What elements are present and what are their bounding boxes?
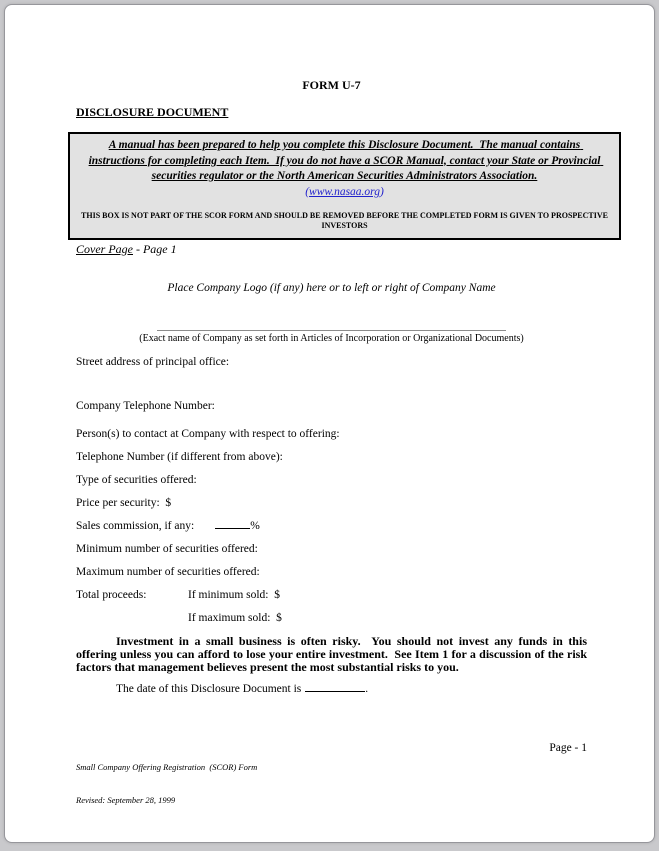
footer-revision-date: Revised: September 28, 1999 — [76, 794, 176, 805]
date-blank — [305, 691, 365, 692]
risk-warning-paragraph: Investment in a small business is often risky. You should not invest any funds in this offering unless you can afford to lose your entire investment. See Item 1 for a discussion of the risk factors that management believes present the most substantial risks to you. — [76, 633, 590, 674]
footer-left — [76, 740, 257, 828]
field-total-proceeds — [76, 589, 587, 601]
footer-form-name: Small Company Offering Registration (SCOR) Form — [76, 761, 258, 772]
company-name-line — [157, 295, 506, 331]
field-sales-commission — [76, 520, 587, 532]
manual-notice-box — [68, 132, 621, 240]
field-securities-type: Type of securities offered: — [76, 473, 197, 486]
document-page — [4, 4, 655, 843]
date-line-prefix: The date of this Disclosure Document is — [116, 682, 302, 695]
footer — [76, 740, 587, 828]
nasaa-link-line — [80, 185, 609, 200]
field-max-securities: Maximum number of securities offered: — [76, 565, 260, 578]
cover-page-label-rest: - Page 1 — [132, 241, 177, 256]
open-paren: ( — [305, 185, 310, 198]
field-street-address: Street address of principal office: — [76, 355, 230, 368]
sales-commission-unit: % — [250, 519, 260, 532]
if-maximum-sold-label: If maximum sold: $ — [188, 611, 282, 624]
field-contact-person: Person(s) to contact at Company with respect to offering: — [76, 427, 340, 440]
page-content — [5, 5, 654, 828]
page-number: Page - 1 — [549, 741, 587, 754]
field-price-per-security: Price per security: $ — [76, 496, 172, 509]
close-paren: ) — [379, 185, 384, 198]
field-telephone-alt: Telephone Number (if different from above): — [76, 450, 283, 463]
field-if-maximum — [76, 612, 587, 624]
cover-page-label-underlined: Cover Page — [76, 241, 133, 256]
if-minimum-sold-label: If minimum sold: $ — [188, 588, 280, 601]
commission-blank — [215, 528, 250, 529]
field-min-securities: Minimum number of securities offered: — [76, 542, 258, 555]
form-title: FORM U-7 — [302, 78, 361, 92]
document-title: DISCLOSURE DOCUMENT — [76, 105, 229, 119]
cover-page-label — [76, 243, 587, 256]
manual-notice-text: A manual has been prepared to help you complete this Disclosure Document. The manual contains instructions for completing each Item. If you do not have a SCOR Manual, contact your State or Provincial securities regulator or the North American Securities Administrators Association. — [88, 139, 604, 182]
date-line-suffix: . — [365, 682, 369, 695]
date-line — [76, 683, 587, 696]
logo-placement-instruction: Place Company Logo (if any) here or to left or right of Company Name — [167, 281, 496, 294]
nasaa-link[interactable]: www.nasaa.org — [309, 185, 380, 198]
sales-commission-label: Sales commission, if any: — [76, 519, 195, 532]
total-proceeds-label: Total proceeds: — [76, 588, 147, 601]
company-name-caption: (Exact name of Company as set forth in Articles of Incorporation or Organizational Documents) — [139, 332, 524, 344]
removal-notice: THIS BOX IS NOT PART OF THE SCOR FORM AND SHOULD BE REMOVED BEFORE THE COMPLETED FORM IS GIVEN TO PROSPECTIVE INVESTORS — [81, 210, 608, 230]
field-company-telephone: Company Telephone Number: — [76, 399, 215, 412]
